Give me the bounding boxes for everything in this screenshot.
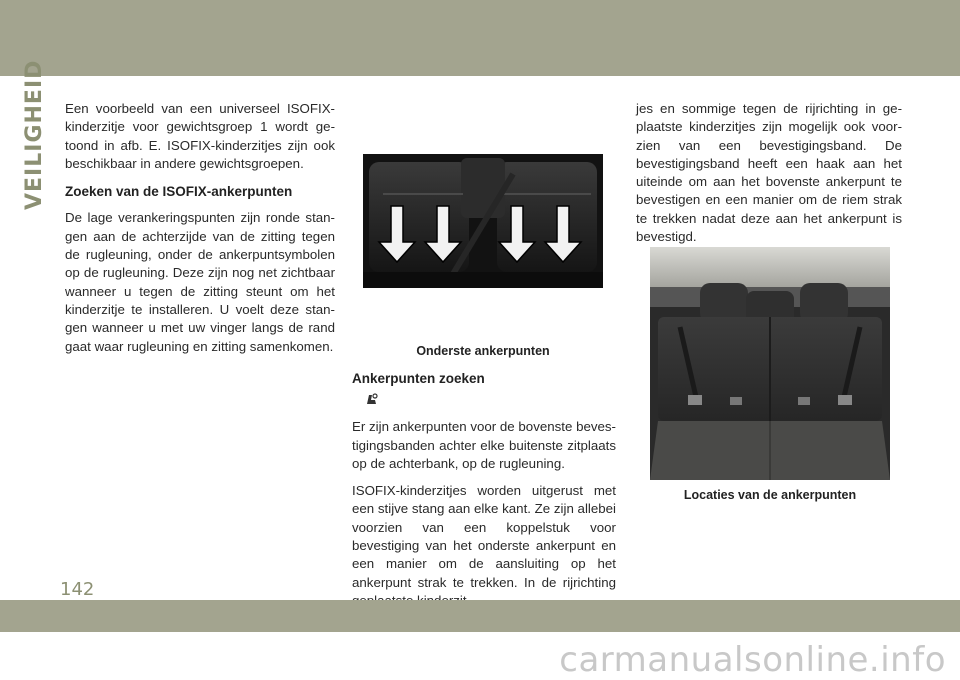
lower-anchor-paragraph: De lage verankeringspunten zijn ronde stan-gen aan de achterzijde van de zitting tegen de rugleuning, onder de ankerpuntsymbolen op de rugleuning. Deze zijn nog net zichtbaar wanneer u tegen de zitting steunt om het kinderzitje te installeren. U voelt deze stan-gen wanneer u met uw vinger langs de rand gaat waar rugleuning en zitting samenkomen. <box>65 210 335 354</box>
section-heading-anchor: Ankerpunten zoeken <box>352 371 485 386</box>
anchor-locations-illustration <box>650 247 890 480</box>
top-band <box>0 0 960 76</box>
watermark-text: carmanualsonline.info <box>559 640 946 680</box>
section-side-label: VEILIGHEID <box>22 59 47 210</box>
column-middle <box>352 370 616 619</box>
figure2-caption: Locaties van de ankerpunten <box>683 488 857 502</box>
lower-anchors-illustration <box>363 154 603 288</box>
bottom-band <box>0 600 960 632</box>
section-heading-isofix: Zoeken van de ISOFIX-ankerpunten <box>65 184 293 200</box>
page-number: 142 <box>60 579 95 600</box>
anchor-locations-photo <box>650 247 890 480</box>
lower-anchors-photo <box>363 154 603 288</box>
intro-paragraph: Een voorbeeld van een universeel ISOFIX-kinderzitje voor gewichtsgroep 1 wordt ge-toond in afb. E. ISOFIX-kinderzitjes zijn ook beschikbaar in andere gewichtsgroepen. <box>65 101 335 171</box>
isofix-bar-paragraph: ISOFIX-kinderzitjes worden uitgerust met een stijve stang aan elke kant. Ze zijn allebei voorzien van een koppelstuk voor bevestiging van het onderste ankerpunt en een manier om de aansluiting op het ankerpunt strak te trekken. In de rijrichting <box>352 483 616 590</box>
child-seat-anchor-icon <box>364 392 378 411</box>
column-right <box>636 100 902 255</box>
top-tether-paragraph: Er zijn ankerpunten voor de bovenste beves-tigingsbanden achter elke buitenste zitplaats op de achterbank, op de rugleuning. <box>352 419 616 471</box>
anchor-icon-row <box>352 392 616 410</box>
column-left <box>65 100 335 365</box>
tether-strap-paragraph: jes en sommige tegen de rijrichting in ge-plaatste kinderzitjes zijn mogelijk ook voor-zien van een bevestigingsband. De bevestigingsband heeft een haak aan het uiteinde om aan het bovenste ankerpunt te bevestigen en een manier om de riem strak te trekken nadat deze aan het ankerpunt is bevestigd. <box>636 101 902 245</box>
figure1-caption: Onderste ankerpunten <box>416 344 550 358</box>
